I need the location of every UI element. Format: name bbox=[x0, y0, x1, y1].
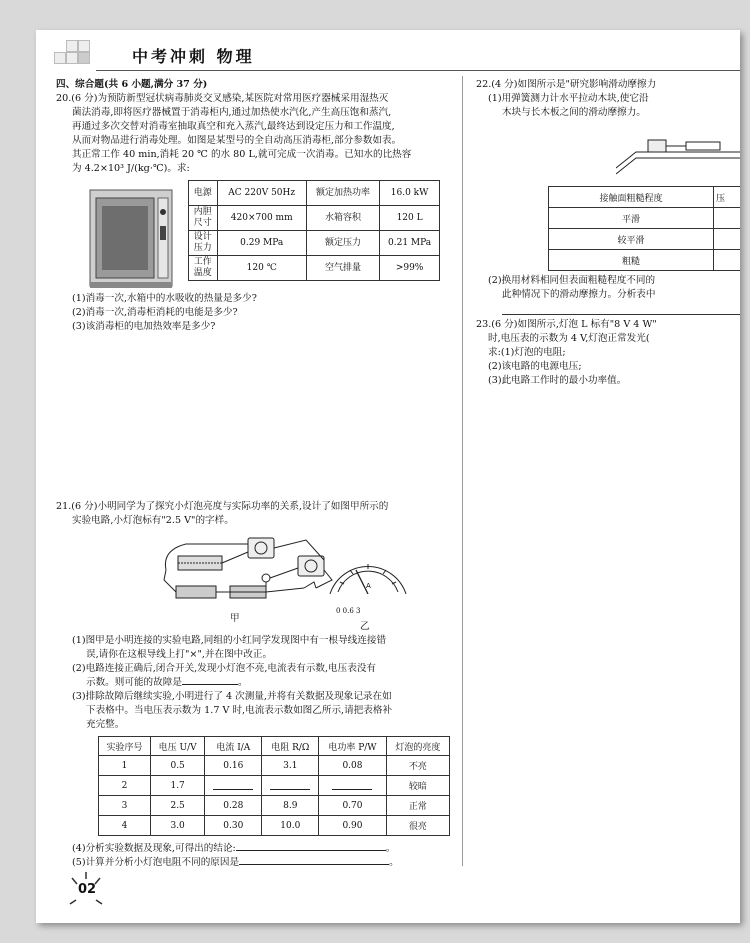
q21-sub: (2)电路连接正确后,闭合开关,发现小灯泡不亮,电流表有示数,电压表没有 bbox=[72, 663, 377, 674]
table-cell: 8.9 bbox=[262, 796, 319, 816]
table-cell-empty[interactable] bbox=[713, 208, 740, 229]
table-cell: 内胆 尺寸 bbox=[189, 206, 218, 231]
table-cell: 3.0 bbox=[150, 816, 204, 836]
table-row bbox=[189, 231, 440, 256]
q22-line: (1)用弹簧测力计水平拉动木块,使它沿 bbox=[488, 93, 649, 104]
table-cell-empty[interactable] bbox=[713, 250, 740, 271]
table-cell: 0.30 bbox=[205, 816, 262, 836]
table-header-cell: 压 bbox=[713, 187, 740, 208]
reason-answer-blank[interactable] bbox=[239, 864, 389, 865]
figure-label-jia: 甲 bbox=[230, 613, 240, 624]
table-cell: 16.0 kW bbox=[380, 181, 440, 206]
table-cell: 空气排量 bbox=[306, 256, 379, 281]
friction-setup-diagram bbox=[616, 134, 740, 178]
svg-text:A: A bbox=[366, 582, 371, 590]
q20-line: 从而对物品进行消毒处理。如图是某型号的全自动高压消毒柜,部分参数如表。 bbox=[72, 135, 402, 146]
header-rule bbox=[96, 70, 740, 71]
figure-label-yi: 乙 bbox=[360, 621, 370, 632]
q21-period: 。 bbox=[237, 677, 248, 688]
q20-sub: (2)消毒一次,消毒柜消耗的电能是多少? bbox=[72, 307, 238, 318]
q20-params-table bbox=[188, 180, 440, 281]
table-cell: 0.90 bbox=[319, 816, 386, 836]
q22-table bbox=[548, 186, 740, 271]
answer-blank-cell[interactable] bbox=[205, 776, 262, 796]
q20-line: 其正常工作 40 min,消耗 20 ℃ 的水 80 L,就可完成一次消毒。已知水的比热容 bbox=[72, 149, 412, 160]
table-cell: 粗糙 bbox=[549, 250, 714, 271]
answer-blank[interactable] bbox=[270, 779, 310, 790]
answer-blank-cell[interactable] bbox=[262, 776, 319, 796]
q21-sub: (3)排除故障后继续实验,小明进行了 4 次测量,并将有关数据及现象记录在如 bbox=[72, 691, 392, 702]
table-cell: 2.5 bbox=[150, 796, 204, 816]
table-row bbox=[549, 208, 741, 229]
table-row bbox=[549, 229, 741, 250]
table-cell: 10.0 bbox=[262, 816, 319, 836]
q20-line: 菌法消毒,即将医疗器械置于消毒柜内,通过加热使水汽化,产生高压饱和蒸汽, bbox=[72, 107, 392, 118]
q20-line: 为 4.2×10³ J/(kg·℃)。求: bbox=[72, 163, 190, 174]
table-cell: 设计 压力 bbox=[189, 231, 218, 256]
q21-sub bbox=[86, 676, 248, 690]
table-cell: 较暗 bbox=[386, 776, 449, 796]
q21-line: 实验电路,小灯泡标有"2.5 V"的字样。 bbox=[72, 515, 234, 526]
header-decoration bbox=[36, 40, 96, 70]
section-title: 四、综合题(共 6 小题,满分 37 分) bbox=[56, 79, 208, 90]
table-header-cell: 灯泡的亮度 bbox=[386, 737, 449, 756]
page-header-title: 中考冲刺 物理 bbox=[132, 47, 255, 66]
conclusion-answer-blank[interactable] bbox=[236, 850, 386, 851]
q22-tail: 此种情况下的滑动摩擦力。分析表中 bbox=[502, 289, 656, 300]
table-cell: 0.08 bbox=[319, 756, 386, 776]
q21-q5 bbox=[72, 856, 399, 870]
ammeter-terminals: 0 0.6 3 bbox=[336, 607, 361, 615]
q23-line: 时,电压表的示数为 4 V,灯泡正常发光( bbox=[488, 333, 650, 344]
table-cell: 0.70 bbox=[319, 796, 386, 816]
exam-page bbox=[36, 30, 740, 923]
table-cell: 120 L bbox=[380, 206, 440, 231]
q23-line: 23.(6 分)如图所示,灯泡 L 标有"8 V 4 W" bbox=[476, 319, 657, 330]
answer-blank[interactable] bbox=[213, 779, 253, 790]
q21-q4 bbox=[72, 842, 395, 856]
table-header-cell: 电流 I/A bbox=[205, 737, 262, 756]
answer-blank-cell[interactable] bbox=[319, 776, 386, 796]
table-header-cell: 电功率 P/W bbox=[319, 737, 386, 756]
table-header-cell: 接触面粗糙程度 bbox=[549, 187, 714, 208]
disinfection-cabinet-image bbox=[76, 182, 186, 292]
table-cell: 平滑 bbox=[549, 208, 714, 229]
table-cell: 0.21 MPa bbox=[380, 231, 440, 256]
table-row bbox=[99, 796, 450, 816]
page-number: 02 bbox=[78, 882, 97, 897]
table-cell: 较平滑 bbox=[549, 229, 714, 250]
table-cell: 工作 温度 bbox=[189, 256, 218, 281]
q22-line: 木块与长木板之间的滑动摩擦力。 bbox=[502, 107, 646, 118]
table-cell: AC 220V 50Hz bbox=[217, 181, 306, 206]
table-row bbox=[99, 756, 450, 776]
table-cell: 不亮 bbox=[386, 756, 449, 776]
circuit-diagram bbox=[156, 530, 346, 610]
q21-sub: 下表格中。当电压表示数为 1.7 V 时,电流表示数如图乙所示,请把表格补 bbox=[86, 705, 393, 716]
table-cell: 2 bbox=[99, 776, 151, 796]
q22-line: 22.(4 分)如图所示是"研究影响滑动摩擦力 bbox=[476, 79, 657, 90]
table-cell: 额定压力 bbox=[306, 231, 379, 256]
q21-period: 。 bbox=[385, 843, 396, 854]
table-cell: 水箱容积 bbox=[306, 206, 379, 231]
q21-sub: 充完整。 bbox=[86, 719, 125, 730]
q23-line: 求:(1)灯泡的电阻; bbox=[488, 347, 566, 358]
q22-tail: (2)换用材料相同但表面粗糙程度不同的 bbox=[488, 275, 656, 286]
ammeter-dial bbox=[326, 554, 410, 604]
table-cell: 1.7 bbox=[150, 776, 204, 796]
q21-q4-text: (4)分析实验数据及现象,可得出的结论: bbox=[72, 843, 236, 854]
table-cell: >99% bbox=[380, 256, 440, 281]
table-row bbox=[189, 206, 440, 231]
table-row bbox=[189, 181, 440, 206]
table-header-cell: 实验序号 bbox=[99, 737, 151, 756]
q20-line: 20.(6 分)为预防新型冠状病毒肺炎交叉感染,某医院对常用医疗器械采用湿热灭 bbox=[56, 93, 389, 104]
q23-line: (3)此电路工作时的最小功率值。 bbox=[488, 375, 627, 386]
table-cell: 120 ℃ bbox=[217, 256, 306, 281]
q20-sub: (3)该消毒柜的电加热效率是多少? bbox=[72, 321, 216, 332]
table-cell: 很亮 bbox=[386, 816, 449, 836]
table-row bbox=[189, 256, 440, 281]
table-cell: 0.28 bbox=[205, 796, 262, 816]
table-row bbox=[99, 816, 450, 836]
q23-line: (2)该电路的电源电压; bbox=[488, 361, 582, 372]
q21-period: 。 bbox=[389, 857, 399, 868]
q20-line: 再通过多次交替对消毒室抽取真空和充入蒸汽,最终达到设定压力和工作温度, bbox=[72, 121, 395, 132]
table-cell: 3.1 bbox=[262, 756, 319, 776]
table-row bbox=[549, 250, 741, 271]
column-divider bbox=[462, 76, 463, 866]
table-cell: 0.5 bbox=[150, 756, 204, 776]
table-cell: 3 bbox=[99, 796, 151, 816]
table-header-cell: 电阻 R/Ω bbox=[262, 737, 319, 756]
table-cell: 电源 bbox=[189, 181, 218, 206]
q21-data-table bbox=[98, 736, 450, 836]
table-header-cell: 电压 U/V bbox=[150, 737, 204, 756]
q20-sub: (1)消毒一次,水箱中的水吸收的热量是多少? bbox=[72, 293, 257, 304]
table-cell: 正常 bbox=[386, 796, 449, 816]
table-cell: 0.16 bbox=[205, 756, 262, 776]
q21-line: 21.(6 分)小明同学为了探究小灯泡亮度与实际功率的关系,设计了如图甲所示的 bbox=[56, 501, 389, 512]
q21-sub: (1)图甲是小明连接的实验电路,同组的小红同学发现图中有一根导线连接错 bbox=[72, 635, 387, 646]
table-cell: 420×700 mm bbox=[217, 206, 306, 231]
answer-blank[interactable] bbox=[332, 779, 372, 790]
q21-q5-text: (5)计算并分析小灯泡电阻不同的原因是 bbox=[72, 857, 240, 868]
fault-answer-blank[interactable] bbox=[182, 684, 238, 685]
q22-answer-line[interactable] bbox=[502, 314, 740, 315]
table-cell: 4 bbox=[99, 816, 151, 836]
table-row bbox=[99, 776, 450, 796]
table-cell-empty[interactable] bbox=[713, 229, 740, 250]
table-cell: 额定加热功率 bbox=[306, 181, 379, 206]
q21-sub: 误,请你在这根导线上打"×",并在图中改正。 bbox=[86, 649, 273, 660]
q21-sub-text: 示数。则可能的故障是 bbox=[86, 677, 182, 688]
table-cell: 0.29 MPa bbox=[217, 231, 306, 256]
table-cell: 1 bbox=[99, 756, 151, 776]
